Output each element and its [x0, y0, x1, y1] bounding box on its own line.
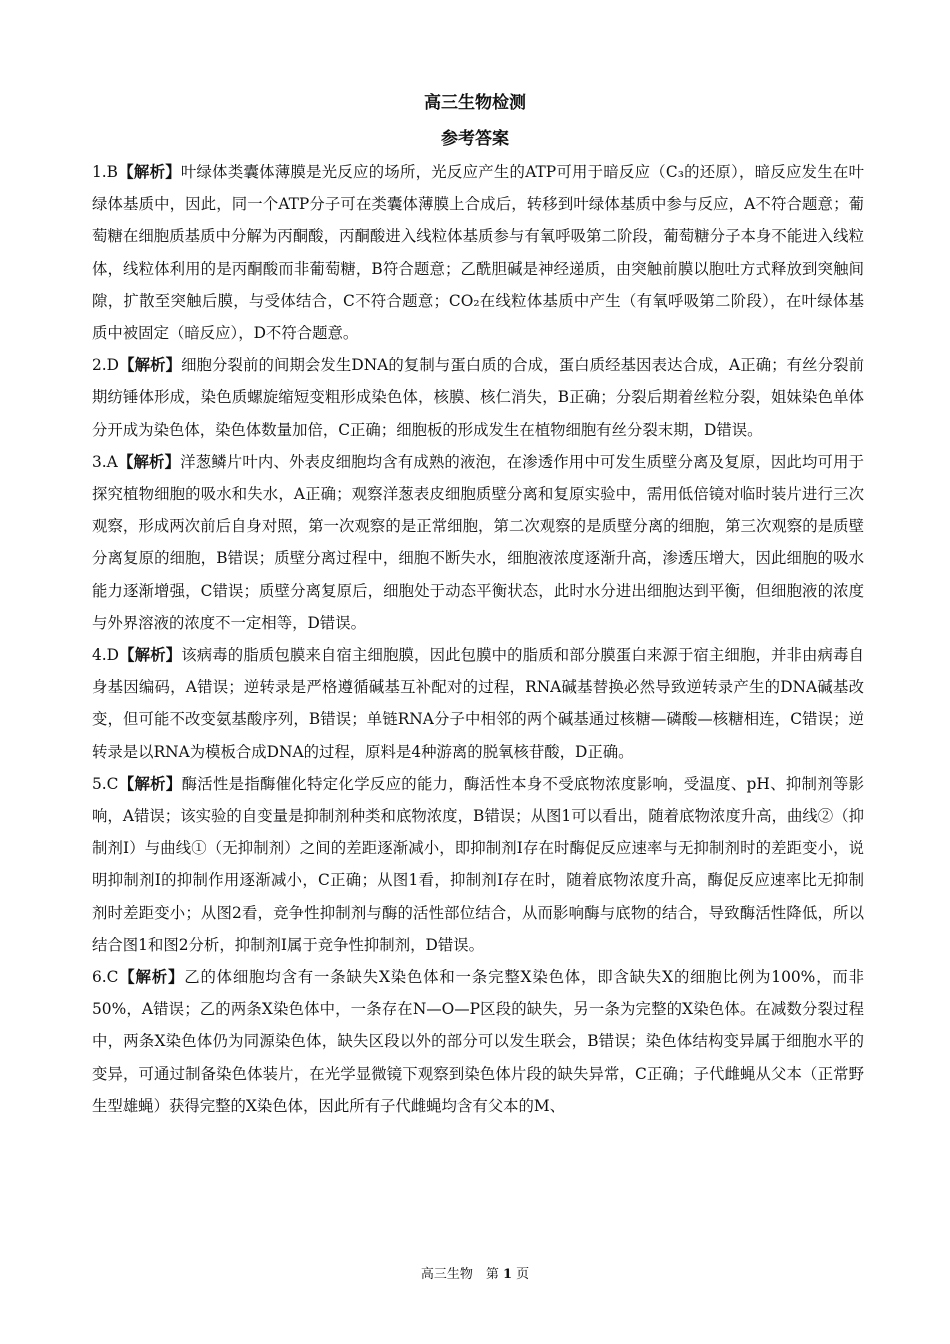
answer-number: 5.C [92, 774, 119, 793]
page-subtitle: 参考答案 [441, 129, 509, 149]
answer-text: 洋葱鳞片叶内、外表皮细胞均含有成熟的液泡，在渗透作用中可发生质壁分离及复原，因此均可用于探究植物细胞的吸水和失水，A正确；观察洋葱表皮细胞质壁分离和复原实验中，需用低倍镜对临时装片进行三次观察，形成两次前后自身对照，第一次观察的是正常细胞，第二次观察的是质壁分离的细胞，第三次观察的是质壁分离复原的细胞，B错误；质壁分离过程中，细胞不断失水，细胞液浓度逐渐升高，渗透压增大，因此细胞的吸水能力逐渐增强，C错误；质壁分离复原后，细胞处于动态平衡状态，此时水分进出细胞达到平衡，但细胞液的浓度与外界溶液的浓度不一定相等，D错误。 [92, 452, 864, 632]
answer-item [92, 639, 864, 768]
answer-text: 该病毒的脂质包膜来自宿主细胞膜，因此包膜中的脂质和部分膜蛋白来源于宿主细胞，并非由病毒自身基因编码，A错误；逆转录是严格遵循碱基互补配对的过程，RNA碱基替换必然导致逆转录产生的DNA碱基改变，但可能不改变氨基酸序列，B错误；单链RNA分子中相邻的两个碱基通过核糖—磷酸—核糖相连，C错误；逆转录是以RNA为模板合成DNA的过程，原料是4种游离的脱氧核苷酸，D正确。 [92, 646, 864, 761]
answer-list [92, 156, 864, 1122]
answer-item [92, 156, 864, 349]
answer-text: 酶活性是指酶催化特定化学反应的能力，酶活性本身不受底物浓度影响，受温度、pH、抑制剂等影响，A错误；该实验的自变量是抑制剂种类和底物浓度，B错误；从图1可以看出，随着底物浓度升高，曲线②（抑制剂Ⅰ）与曲线①（无抑制剂）之间的差距逐渐减小，即抑制剂Ⅰ存在时酶促反应速率与无抑制剂时的差距变小，说明抑制剂Ⅰ的抑制作用逐渐减小，C正确；从图1看，抑制剂Ⅰ存在时，随着底物浓度升高，酶促反应速率比无抑制剂时差距变小；从图2看，竞争性抑制剂与酶的活性部位结合，从而影响酶与底物的结合，导致酶活性降低，所以结合图1和图2分析，抑制剂Ⅰ属于竞争性抑制剂，D错误。 [92, 774, 864, 954]
answer-text: 叶绿体类囊体薄膜是光反应的场所，光反应产生的ATP可用于暗反应（C₃的还原），暗反应发生在叶绿体基质中，因此，同一个ATP分子可在类囊体薄膜上合成后，转移到叶绿体基质中参与反应，A不符合题意；葡萄糖在细胞质基质中分解为丙酮酸，丙酮酸进入线粒体基质参与有氧呼吸第二阶段，葡萄糖分子本身不能进入线粒体，线粒体利用的是丙酮酸而非葡萄糖，B符合题意；乙酰胆碱是神经递质，由突触前膜以胞吐方式释放到突触间隙，扩散至突触后膜，与受体结合，C不符合题意；CO₂在线粒体基质中产生（有氧呼吸第二阶段），在叶绿体基质中被固定（暗反应），D不符合题意。 [92, 163, 864, 343]
answer-number: 3.A [92, 452, 118, 471]
footer-page-number: 1 [502, 1267, 513, 1282]
analysis-tag: 【解析】 [118, 163, 181, 181]
analysis-tag: 【解析】 [117, 452, 181, 471]
answer-number: 2.D [92, 356, 120, 375]
analysis-tag: 【解析】 [119, 356, 182, 375]
analysis-tag: 【解析】 [119, 646, 182, 665]
answer-text: 乙的体细胞均含有一条缺失X染色体和一条完整X染色体，即含缺失X的细胞比例为100%，而非50%，A错误；乙的两条X染色体中，一条存在N—O—P区段的缺失，另一条为完整的X染色体。在减数分裂过程中，两条X染色体仍为同源染色体，缺失区段以外的部分可以发生联会，B错误；染色体结构变异属于细胞水平的变异，可通过制备染色体装片，在光学显微镜下观察到染色体片段的缺失异常，C正确；子代雌蝇从父本（正常野生型雄蝇）获得完整的X染色体，因此所有子代雌蝇均含有父本的M、 [92, 968, 864, 1115]
analysis-tag: 【解析】 [118, 774, 182, 793]
answer-item [92, 768, 864, 961]
page-title: 高三生物检测 [424, 93, 526, 113]
page-footer [0, 1266, 950, 1284]
footer-prefix: 高三生物 第 [420, 1267, 499, 1282]
answer-item [92, 446, 864, 639]
footer-suffix: 页 [516, 1267, 530, 1282]
answer-number: 1.B [92, 163, 118, 181]
answer-number: 6.C [92, 968, 119, 987]
analysis-tag: 【解析】 [118, 968, 185, 987]
answer-text: 细胞分裂前的间期会发生DNA的复制与蛋白质的合成，蛋白质经基因表达合成，A正确；有丝分裂前期纺锤体形成，染色质螺旋缩短变粗形成染色体，核膜、核仁消失，B正确；分裂后期着丝粒分裂，姐妹染色单体分开成为染色体，染色体数量加倍，C正确；细胞板的形成发生在植物细胞有丝分裂末期，D错误。 [92, 356, 864, 439]
answer-number: 4.D [92, 646, 120, 665]
answer-item [92, 961, 864, 1122]
answer-item [92, 349, 864, 446]
